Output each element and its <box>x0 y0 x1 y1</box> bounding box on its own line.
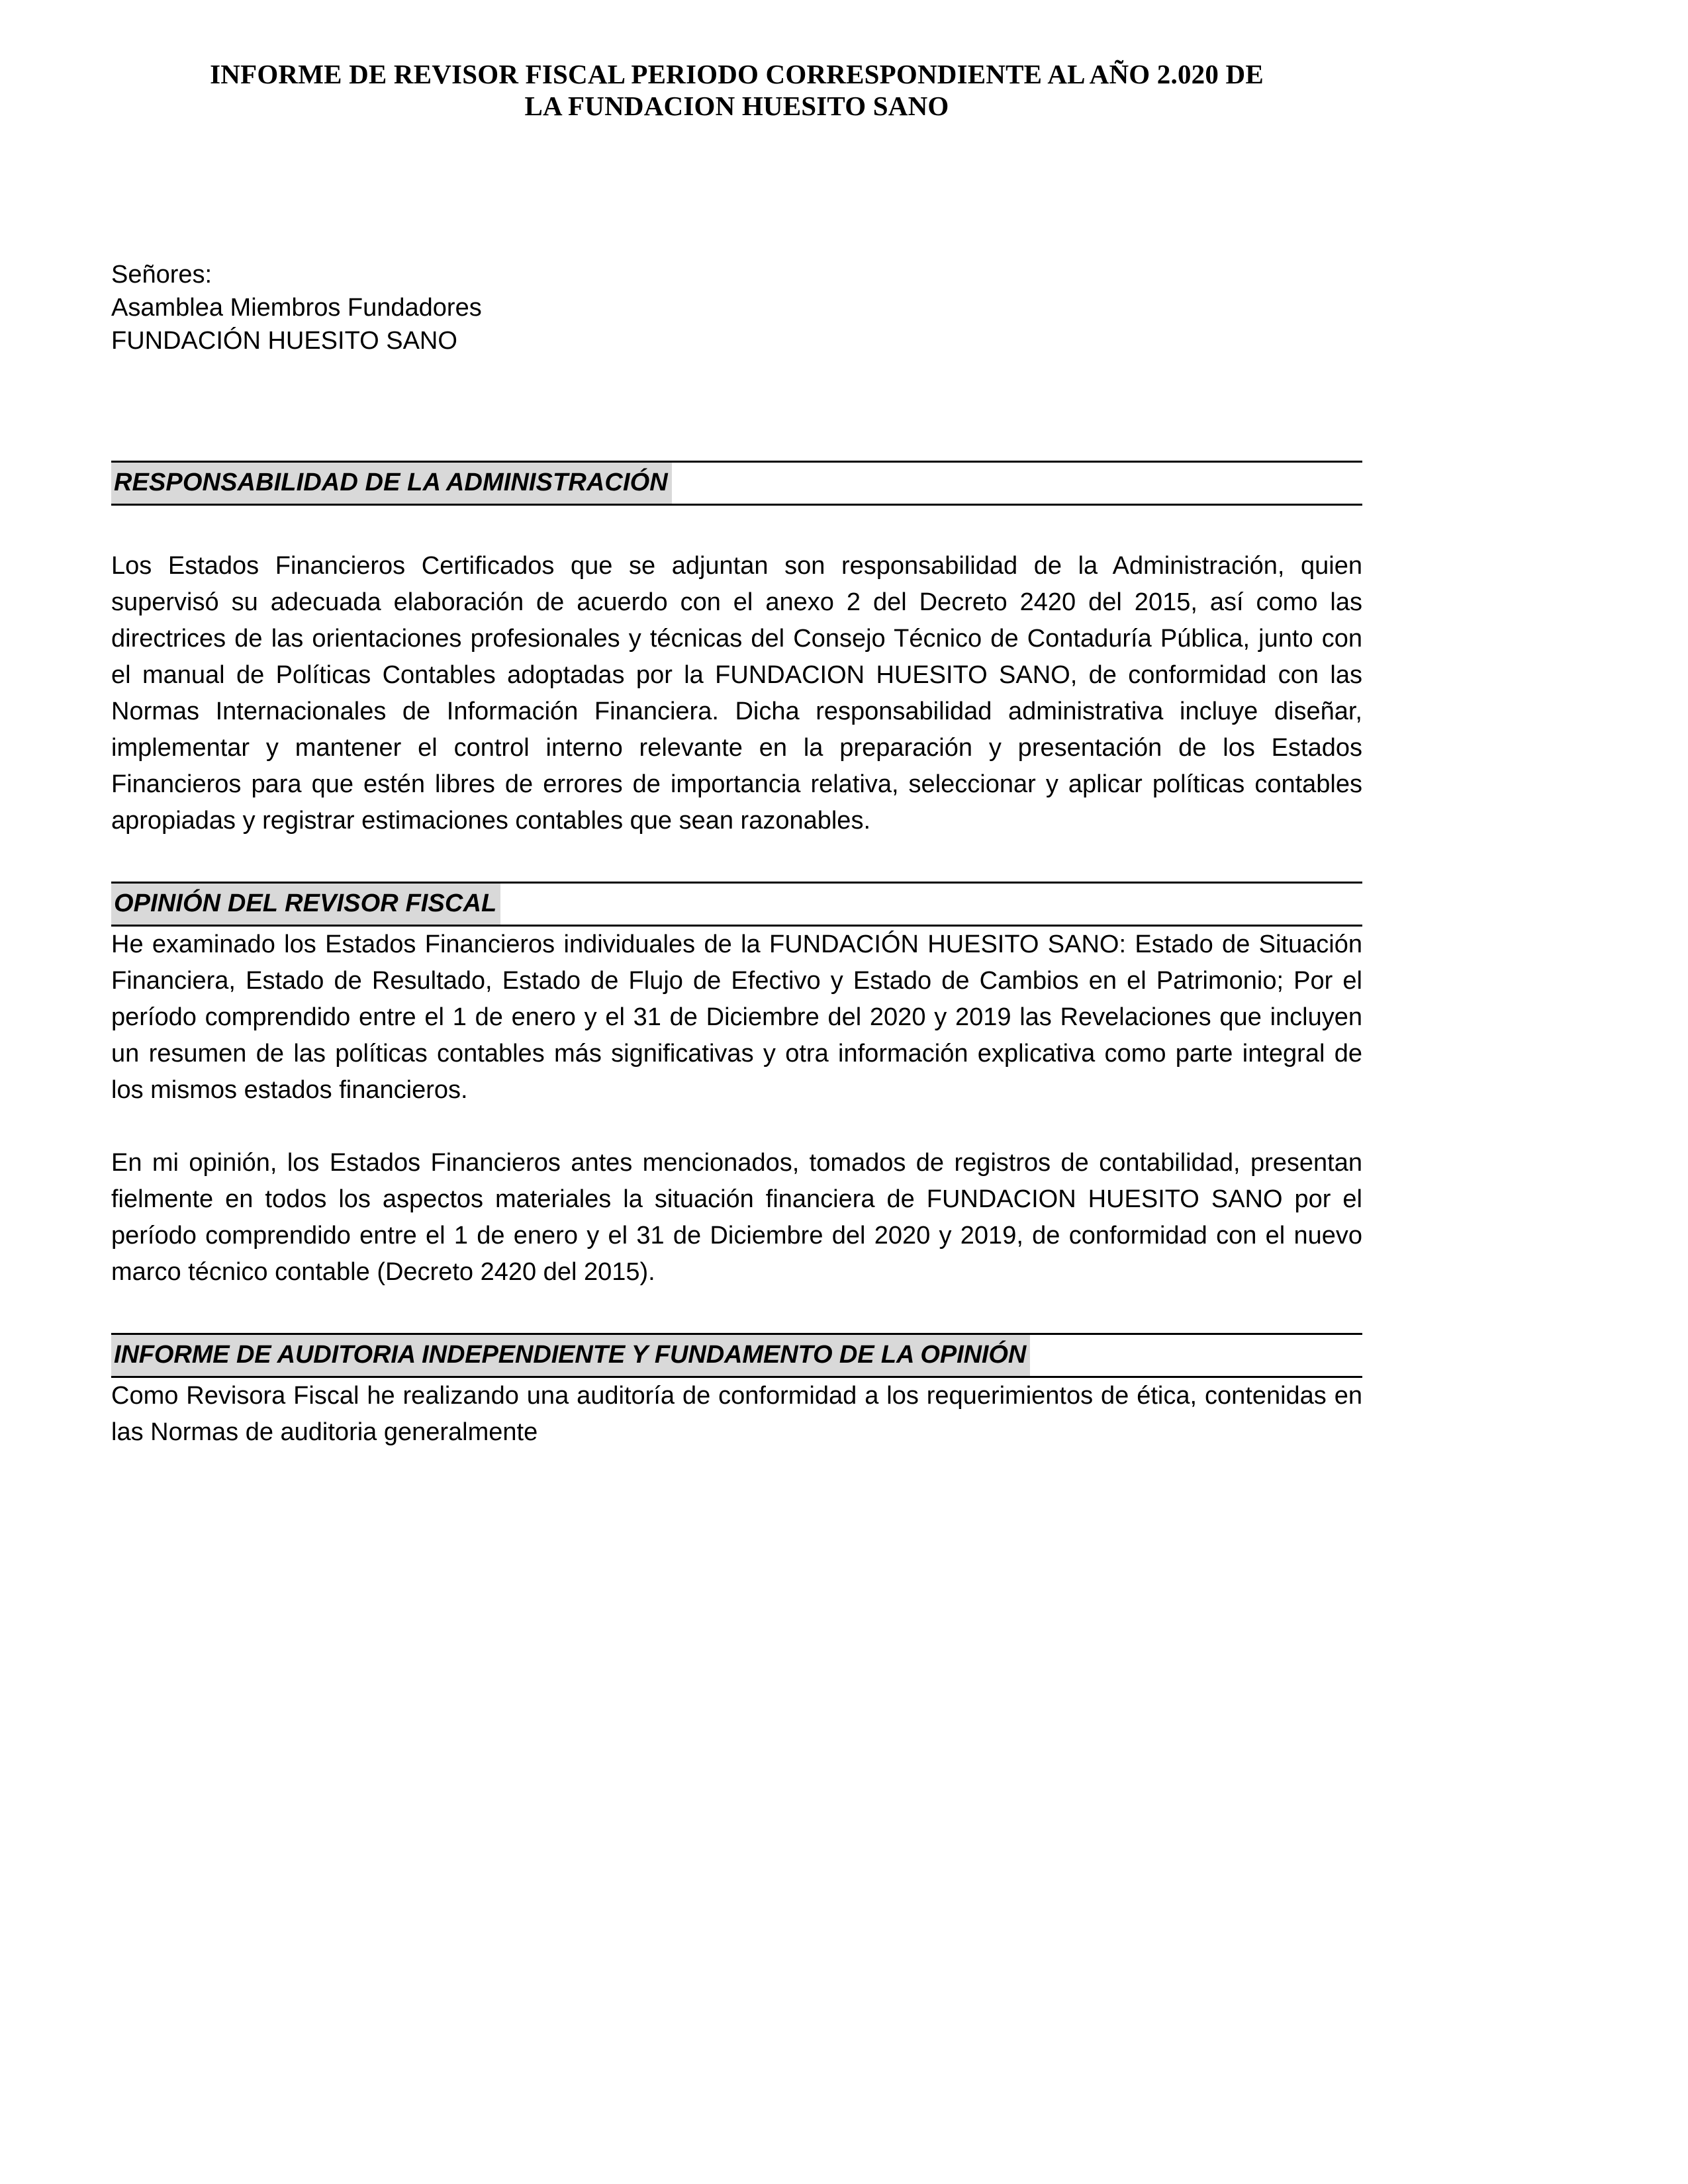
document-title-line-1: INFORME DE REVISOR FISCAL PERIODO CORRESPONDIENTE AL AÑO 2.020 DE <box>210 59 1264 89</box>
section-heading-informe-auditoria <box>111 1333 1362 1378</box>
section-heading-responsabilidad <box>111 461 1362 506</box>
paragraph-responsabilidad-1: Los Estados Financieros Certificados que se adjuntan son responsabilidad de la Administración, quien supervisó su adecuada elaboración de acuerdo con el anexo 2 del Decreto 2420 del 2015, así como las directrices de las orientaciones profesionales y técnicas del Consejo Técnico de Contaduría Pública, junto con el manual de Políticas Contables adoptadas por la FUNDACION HUESITO SANO, de conformidad con las Normas Internacionales de Información Financiera. Dicha responsabilidad administrativa incluye diseñar, implementar y mantener el control interno relevante en la preparación y presentación de los Estados Financieros para que estén libres de errores de importancia relativa, seleccionar y aplicar políticas contables apropiadas y registrar estimaciones contables que sean razonables. <box>111 552 1362 835</box>
section-heading-label: RESPONSABILIDAD DE LA ADMINISTRACIÓN <box>111 463 672 504</box>
spacer <box>111 1291 1362 1333</box>
paragraph-informe-auditoria-1: Como Revisora Fiscal he realizando una auditoría de conformidad a los requerimientos de ética, contenidas en las Normas de auditoria generalmente <box>111 1382 1362 1446</box>
addressee-block <box>111 258 1362 357</box>
section-heading-opinion <box>111 882 1362 927</box>
paragraph-opinion-2: En mi opinión, los Estados Financieros antes mencionados, tomados de registros de contabilidad, presentan fielmente en todos los aspectos materiales la situación financiera de FUNDACION HUESITO SANO por el período comprendido entre el 1 de enero y el 31 de Diciembre del 2020 y 2019, de conformidad con el nuevo marco técnico contable (Decreto 2420 del 2015). <box>111 1149 1362 1286</box>
spacer <box>111 418 1362 461</box>
paragraph-opinion-1: He examinado los Estados Financieros individuales de la FUNDACIÓN HUESITO SANO: Estado de Situación Financiera, Estado de Resultado, Estado de Flujo de Efectivo y Estado de Cambios en el Patrimonio; Por el período comprendido entre el 1 de enero y el 31 de Diciembre del 2020 y 2019 las Revelaciones que incluyen un resumen de las políticas contables más significativas y otra información explicativa como parte integral de los mismos estados financieros. <box>111 931 1362 1104</box>
document-title <box>111 0 1362 122</box>
addressee-body: Asamblea Miembros Fundadores <box>111 294 482 322</box>
addressee-organization: FUNDACIÓN HUESITO SANO <box>111 327 457 355</box>
spacer <box>111 506 1362 548</box>
document-title-line-2: LA FUNDACION HUESITO SANO <box>524 91 949 121</box>
section-heading-label: INFORME DE AUDITORIA INDEPENDIENTE Y FUNDAMENTO DE LA OPINIÓN <box>111 1335 1030 1376</box>
document-content <box>111 0 1362 1451</box>
spacer <box>111 839 1362 882</box>
spacer <box>111 357 1362 418</box>
addressee-salutation: Señores: <box>111 261 212 289</box>
section-heading-label: OPINIÓN DEL REVISOR FISCAL <box>111 884 500 925</box>
